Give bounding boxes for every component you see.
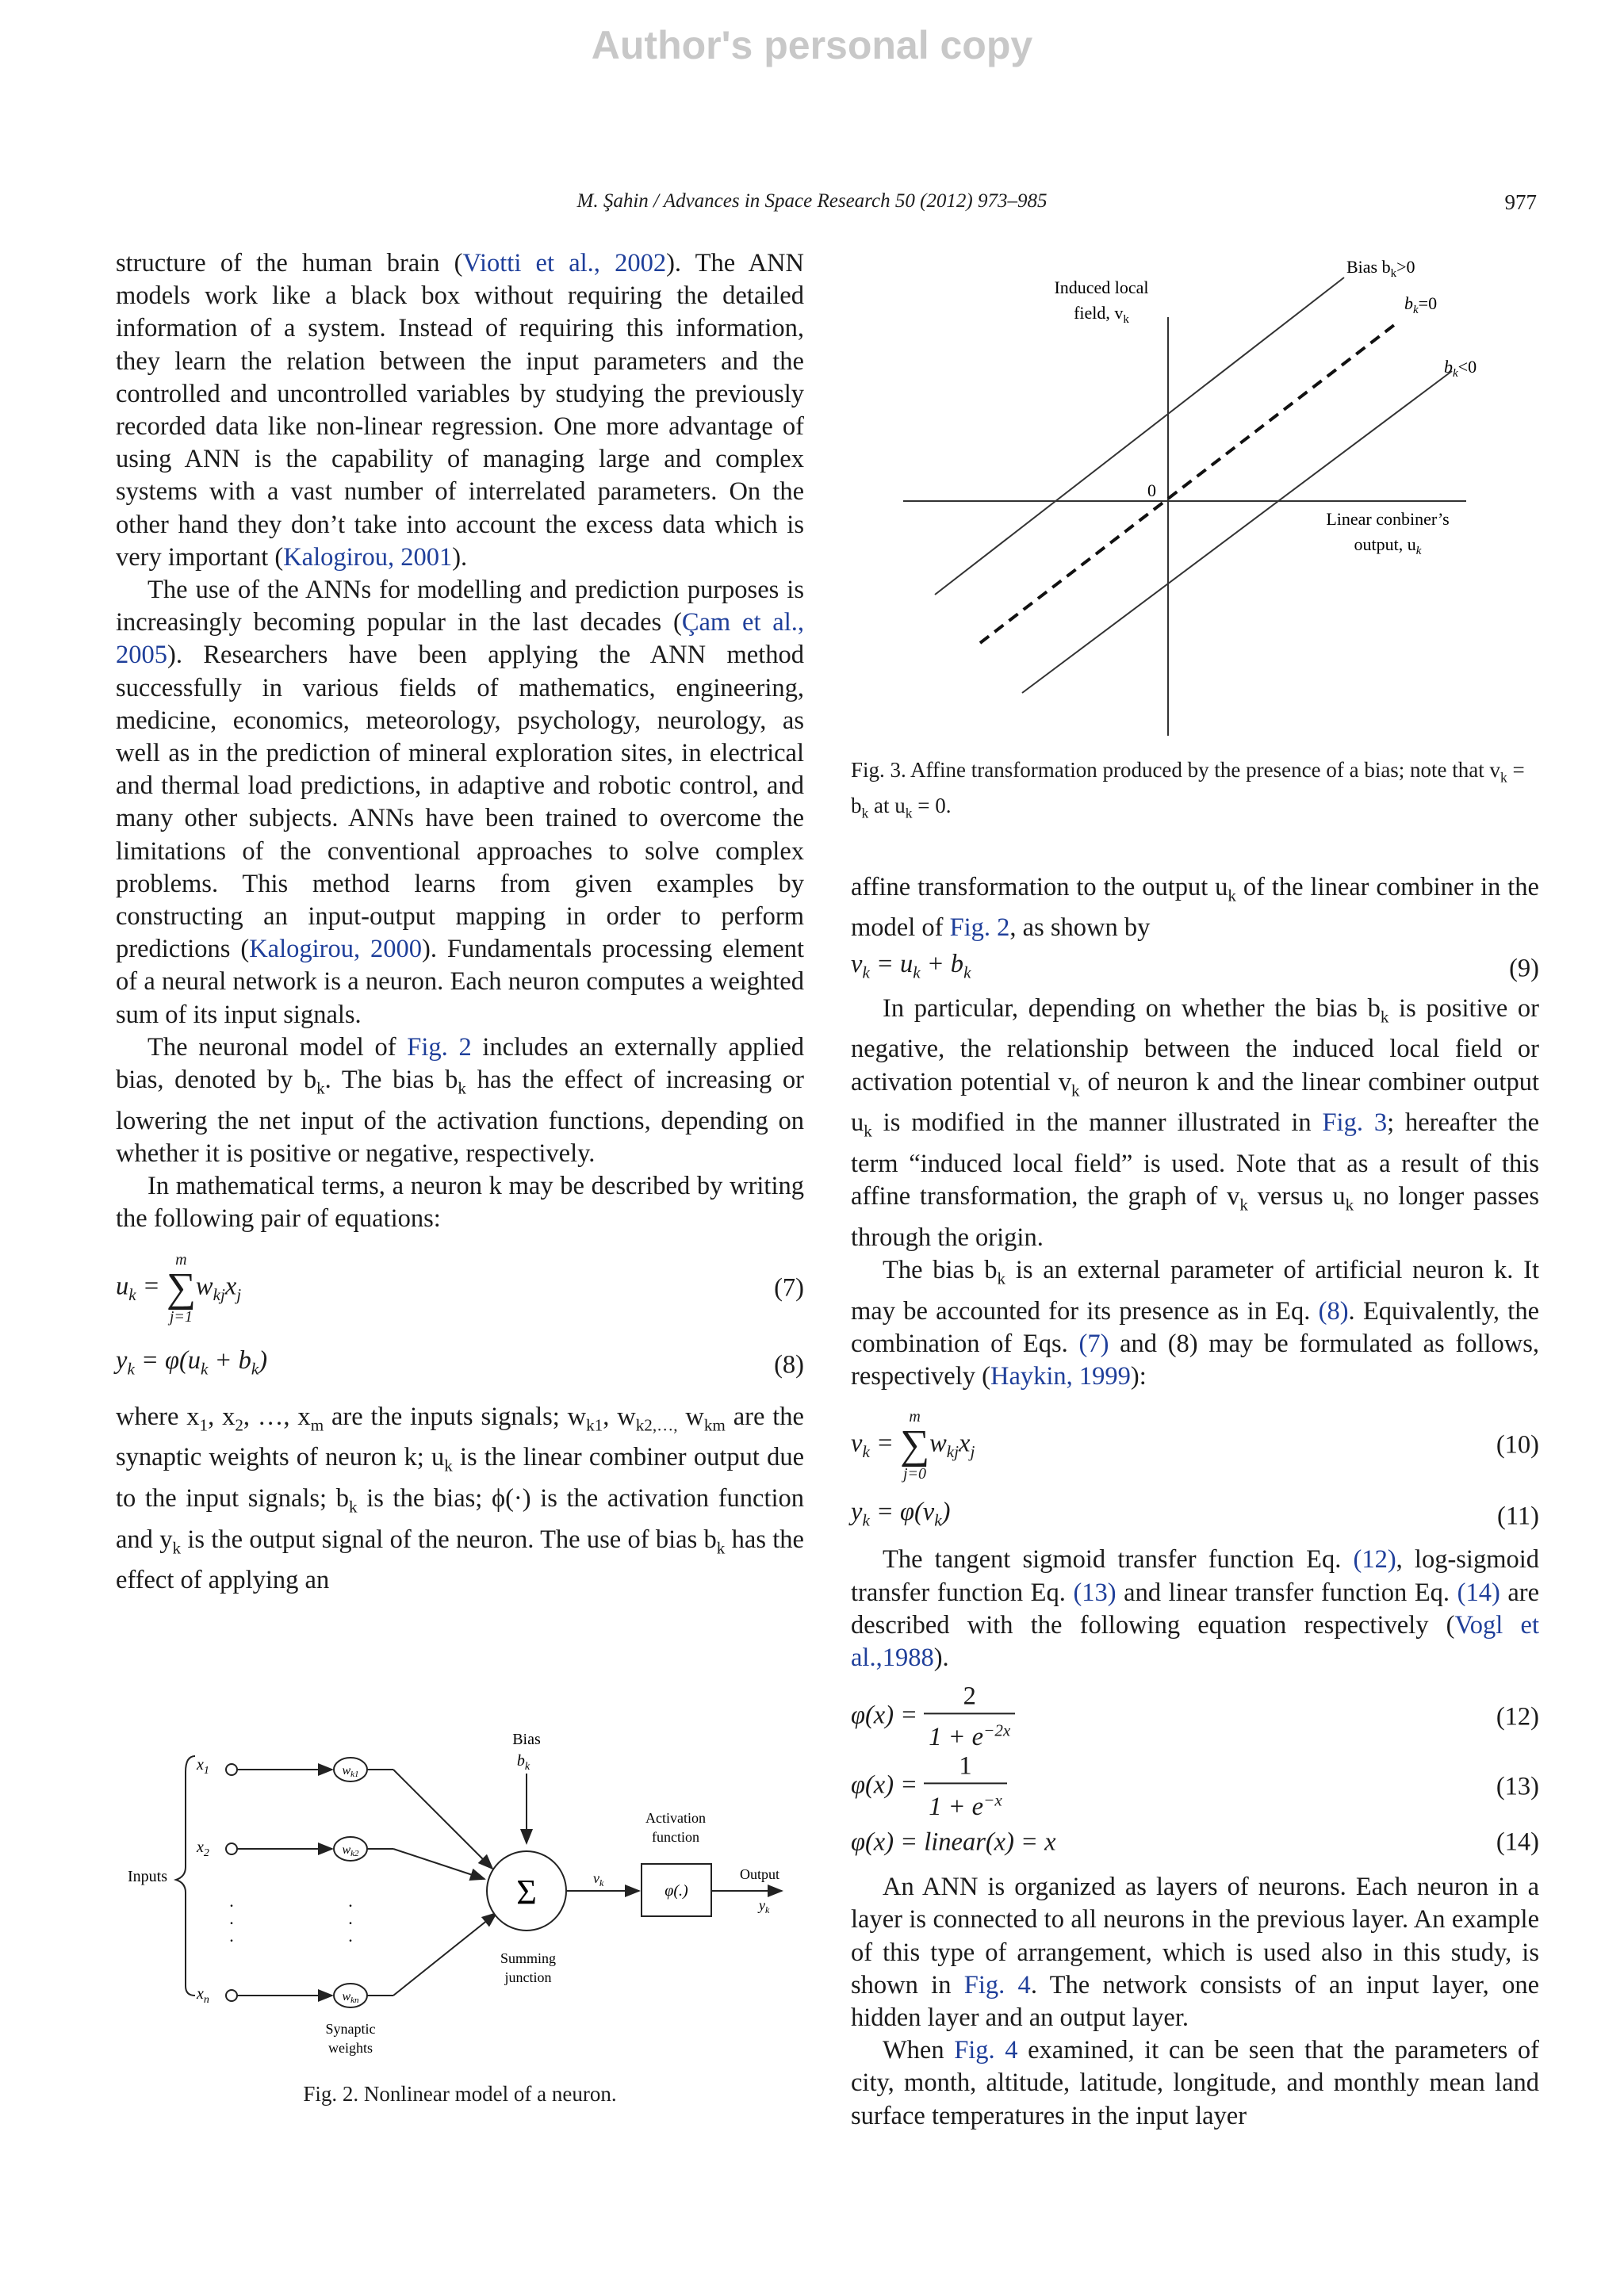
- left-column: [116, 247, 804, 1598]
- citation-link[interactable]: Kalogirou, 2000: [249, 935, 423, 964]
- axis-label-linear-output: output, $u_k$: [1354, 534, 1422, 557]
- equation-number: (11): [1497, 1502, 1539, 1531]
- summing-junction: Σ: [516, 1873, 537, 1911]
- figure-link[interactable]: Fig. 2: [407, 1032, 472, 1062]
- citation-link[interactable]: Kalogirou, 2001: [283, 542, 453, 572]
- equation-number: (7): [774, 1272, 804, 1302]
- weight-wkn: wkn: [342, 1990, 359, 2005]
- paragraph: structure of the human brain (Viotti et al., 2002). The ANN models work like a black box without requiring the detailed information of a system. Instead of requiring this information, they learn the relation between the input parameters and the controlled and uncontrolled variables by studying the previously recorded data like non-linear regression. One more advantage of using ANN is the capability of managing large and complex systems with a vast number of interrelated parameters. On the other hand they don’t take into account the excess data which is very important (Kalogirou, 2001).: [116, 249, 804, 572]
- equation-link[interactable]: (8): [1318, 1296, 1349, 1326]
- equation-number: (10): [1496, 1430, 1539, 1460]
- equation-12: φ(x) = $\frac{2}{1 + e^{-2x}}$ (12): [851, 1682, 1539, 1752]
- figure-3-affine-plot: [851, 246, 1539, 745]
- svg-text:.: .: [229, 1908, 234, 1928]
- watermark: Author's personal copy: [591, 23, 1033, 67]
- figure-link[interactable]: Fig. 3: [1322, 1108, 1388, 1138]
- svg-text:.: .: [348, 1908, 353, 1928]
- equation-9: $v_k = u_k + b_k$ (9): [851, 950, 1539, 988]
- paragraph: When Fig. 4 examined, it can be seen that the parameters of city, month, altitude, latitude, longitude, and monthly mean land surface temperatures in the input layer: [851, 2036, 1539, 2130]
- axis-label-induced-field: Induced local: [1054, 277, 1149, 297]
- label-bias-zero: $b_k=0$: [1404, 293, 1438, 316]
- equation-number: (14): [1496, 1827, 1539, 1857]
- figure-link[interactable]: Fig. 4: [954, 2036, 1018, 2065]
- input-x1: $x_1$: [197, 1756, 209, 1777]
- paragraph: In particular, depending on whether the bias $b_k$ is positive or negative, the relationship between the induced local field or activation potential $v_k$ of neuron k and the linear combiner output $u_k$ is modified in the manner illustrated in Fig. 3; hereafter the term “induced local field” is used. Note that as a result of this affine transformation, the graph of $v_k$ versus $u_k$ no longer passes through the origin.: [851, 993, 1540, 1252]
- figure-link[interactable]: Fig. 4: [963, 1970, 1031, 1999]
- figure-2-caption: Fig. 2. Nonlinear model of a neuron.: [303, 2082, 617, 2106]
- output-yk: $y_k$: [759, 1897, 770, 1915]
- axis-label-linear-output: Linear conbiner’s: [1326, 509, 1450, 529]
- citation-link[interactable]: Vogl et al.,1988: [851, 1610, 1539, 1673]
- figure-link[interactable]: Fig. 2: [949, 913, 1010, 943]
- page-number: 977: [1504, 190, 1537, 214]
- label-bias-negative: $b_k<0$: [1444, 357, 1477, 380]
- equation-7: $u_k$ = m ∑ j=1 $w_{kj}x_j$ (7): [116, 1250, 804, 1326]
- activation-function: φ(.): [665, 1882, 688, 1900]
- input-xn: $x_n$: [197, 1985, 209, 2006]
- bias-label: Bias: [512, 1731, 541, 1748]
- paragraph: where $x_1$, $x_2$, …, $x_m$ are the inputs signals; $w_{k1}$, $w_{k2,\dots,}$ $w_{km}$ are the synaptic weights of neuron k; $u_k$ is the linear combiner output due to the input signals; $b_k$ is the bias; ϕ(·) is the activation function and $y_k$ is the output signal of the neuron. The use of bias $b_k$ has the effect of applying an: [116, 1402, 805, 1595]
- svg-text:.: .: [229, 1926, 234, 1946]
- input-x2: $x_2$: [197, 1839, 209, 1859]
- equation-8: $y_k = \varphi(u_k + b_k)$ (8): [116, 1341, 804, 1390]
- equation-link[interactable]: (13): [1073, 1578, 1116, 1607]
- citation-link[interactable]: Haykin, 1999: [990, 1362, 1131, 1391]
- summing-label: junction: [504, 1969, 552, 1985]
- weight-wk1: wk1: [342, 1764, 359, 1779]
- equation-14: φ(x) = linear(x) = x (14): [851, 1823, 1539, 1862]
- paragraph: affine transformation to the output $u_k$ of the linear combiner in the model of Fig. 2, as shown by: [851, 872, 1539, 943]
- label-bias-positive: Bias $b_k>0$: [1346, 257, 1415, 280]
- output-label: Output: [739, 1866, 780, 1882]
- activation-label: Activation: [645, 1810, 706, 1826]
- citation-link[interactable]: Çam et al., 2005: [116, 608, 804, 670]
- synaptic-label: Synaptic: [325, 2021, 376, 2037]
- equation-link[interactable]: (7): [1078, 1330, 1109, 1359]
- right-column: [851, 756, 1539, 2133]
- citation-link[interactable]: Viotti et al., 2002: [462, 249, 667, 277]
- running-head: M. Şahin / Advances in Space Research 50 (2012) 973–985: [576, 190, 1048, 212]
- equation-13: φ(x) = $\frac{1}{1 + e^{-x}}$ (13): [851, 1751, 1539, 1822]
- synaptic-label: weights: [328, 2040, 373, 2056]
- paragraph: In mathematical terms, a neuron k may be described by writing the following pair of equations:: [116, 1172, 804, 1234]
- paragraph: An ANN is organized as layers of neurons. Each neuron in a layer is connected to all neurons in the previous layer. An example of this type of arrangement, which is used also in this study, is shown in Fig. 4. The network consists of an input layer, one hidden layer and an output layer.: [851, 1873, 1540, 2033]
- equation-number: (13): [1496, 1772, 1539, 1801]
- paragraph: The tangent sigmoid transfer function Eq. (12), log-sigmoid transfer function Eq. (13) and linear transfer function Eq. (14) are described with the following equation respectively (Vogl et al.,1988).: [851, 1545, 1540, 1673]
- bias-symbol: $b_k$: [516, 1752, 530, 1773]
- signal-vk: $v_k$: [593, 1870, 604, 1888]
- equation-link[interactable]: (12): [1353, 1545, 1396, 1575]
- axis-label-induced-field: field, $v_k$: [1074, 303, 1129, 326]
- equation-11: $y_k = \varphi(v_k)$ (11): [851, 1498, 1539, 1536]
- paragraph: The neuronal model of Fig. 2 includes an externally applied bias, denoted by $b_k$. The bias $b_k$ has the effect of increasing or lowering the net input of the activation functions, depending on whether it is positive or negative, respectively.: [116, 1032, 805, 1168]
- svg-text:.: .: [348, 1926, 353, 1946]
- paragraph: The use of the ANNs for modelling and prediction purposes is increasingly becoming popular in the last decades (Çam et al., 2005). Researchers have been applying the ANN method successfully in various fields of mathematics, engineering, medicine, economics, meteorology, psychology, neurology, as well as in the prediction of mineral exploration sites, in electrical and thermal load predictions, in adaptive and robotic control, and many other subjects. ANNs have been trained to overcome the limitations of the conventional approaches to solve complex problems. This method learns from given examples by constructing an input-output mapping in order to perform predictions (Kalogirou, 2000). Fundamentals processing element of a neural network is a neuron. Each neuron computes a weighted sum of its input signals.: [116, 576, 804, 1029]
- origin-label: 0: [1147, 480, 1156, 500]
- summing-label: Summing: [500, 1950, 557, 1966]
- inputs-label: Inputs: [128, 1868, 167, 1885]
- svg-text:.: .: [348, 1891, 353, 1911]
- paragraph: The bias $b_k$ is an external parameter of artificial neuron k. It may be accounted for its presence as in Eq. (8). Equivalently, the combination of Eqs. (7) and (8) may be formulated as follows, respectively (Haykin, 1999):: [851, 1256, 1539, 1391]
- equation-number: (9): [1509, 954, 1539, 983]
- equation-link[interactable]: (14): [1457, 1578, 1500, 1607]
- equation-10: $v_k$ = m ∑ j=0 $w_{kj}x_j$ (10): [851, 1408, 1539, 1483]
- svg-text:.: .: [229, 1891, 234, 1911]
- figure-2-neuron-model: [116, 1716, 804, 2065]
- equation-number: (12): [1496, 1702, 1539, 1732]
- equation-number: (8): [774, 1349, 804, 1379]
- activation-label: function: [652, 1829, 699, 1845]
- weight-wk2: wk2: [342, 1843, 359, 1858]
- figure-3-caption: Fig. 3. Affine transformation produced by the presence of a bias; note that $v_k = b_k$ at $u_k = 0$.: [851, 758, 1525, 821]
